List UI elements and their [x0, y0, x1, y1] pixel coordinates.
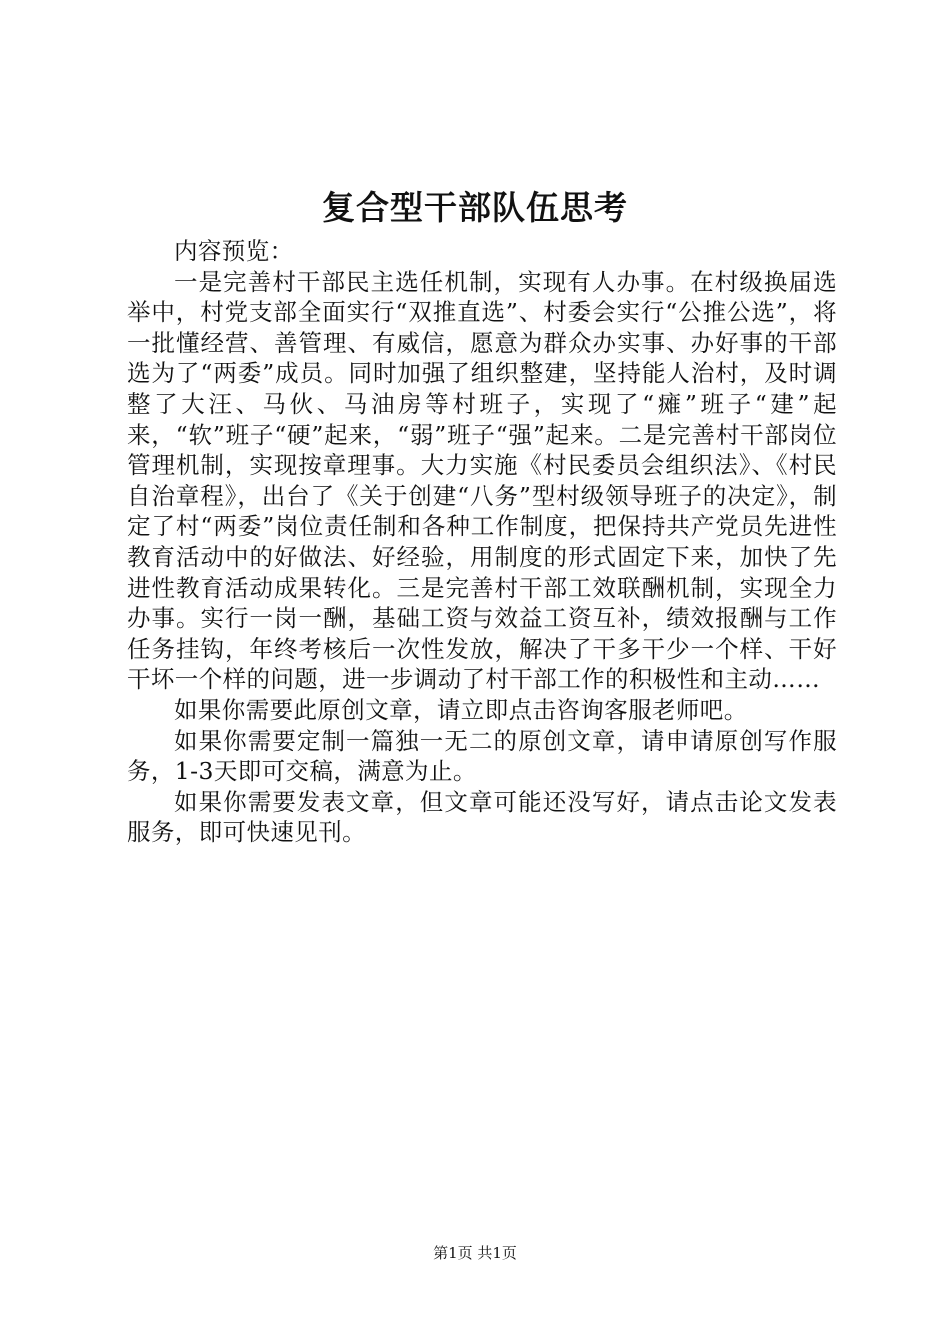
document-content: [127, 236, 837, 848]
body-paragraph: 一是完善村干部民主选任机制，实现有人办事。在村级换届选举中，村党支部全面实行“双推直选”、村委会实行“公推公选”，将一批懂经营、善管理、有威信，愿意为群众办实事、办好事的干部选为了“两委”成员。同时加强了组织整建，坚持能人治村，及时调整了大汪、马伙、马油房等村班子，实现了“瘫”班子“建”起来，“软”班子“硬”起来，“弱”班子“强”起来。二是完善村干部岗位管理机制，实现按章理事。大力实施《村民委员会组织法》、《村民自治章程》，出台了《关于创建“八务”型村级领导班子的决定》，制定了村“两委”岗位责任制和各种工作制度，把保持共产党员先进性教育活动中的好做法、好经验，用制度的形式固定下来，加快了先进性教育活动成果转化。三是完善村干部工效联酬机制，实现全力办事。实行一岗一酬，基础工资与效益工资互补，绩效报酬与工作任务挂钩，年终考核后一次性发放，解决了干多干少一个样、干好干坏一个样的问题，进一步调动了村干部工作的积极性和主动……: [127, 267, 837, 694]
page-footer: 第1页 共1页: [433, 1244, 517, 1262]
notice-paragraph-2: 如果你需要定制一篇独一无二的原创文章，请申请原创写作服务，1-3天即可交稿，满意为止。: [127, 726, 837, 786]
notice-paragraph-1: 如果你需要此原创文章，请立即点击咨询客服老师吧。: [174, 695, 748, 724]
notice-paragraph-3: 如果你需要发表文章，但文章可能还没写好，请点击论文发表服务，即可快速见刊。: [127, 787, 837, 847]
preview-label: 内容预览：: [174, 237, 294, 265]
document-title: 复合型干部队伍思考: [322, 188, 628, 227]
